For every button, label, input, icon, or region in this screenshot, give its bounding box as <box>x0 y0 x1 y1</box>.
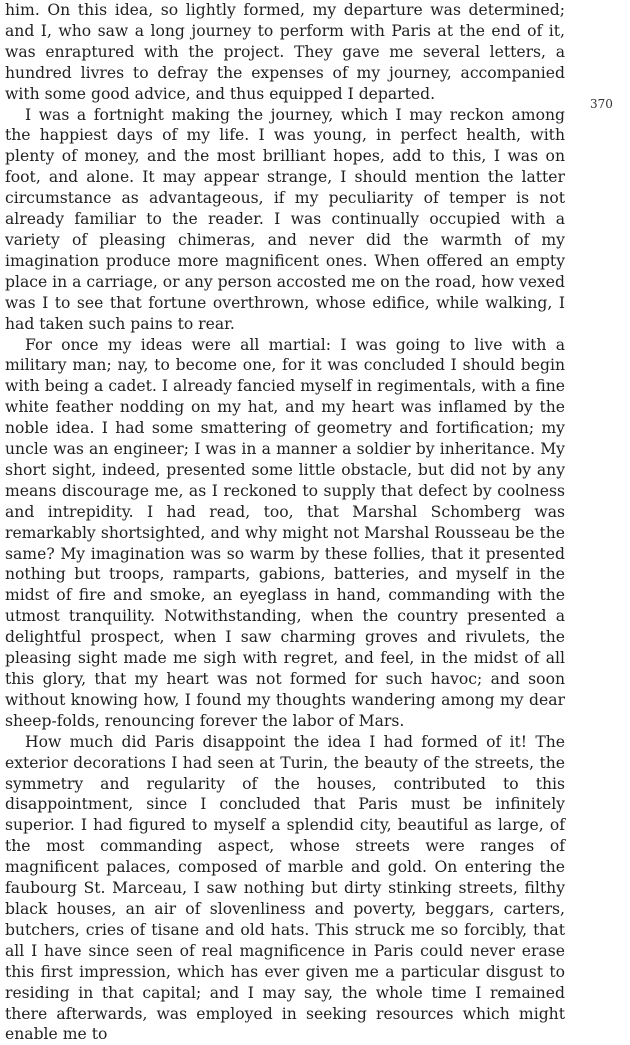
page-number: 370 <box>590 97 613 111</box>
paragraph-continuation: him. On this idea, so lightly formed, my departure was determined; and I, who saw a long journey to perform with Paris at the end of it, was enraptured with the project. They gave me several letters, a hundred livres to defray the expenses of my journey, accompanied with some good advice, and thus equipped I departed. <box>5 1 565 103</box>
paragraph-journey: I was a fortnight making the journey, which I may reckon among the happiest days of my life. I was young, in perfect health, with plenty of money, and the most brilliant hopes, add to this, I was on foot, and alone. It may appear strange, I should mention the latter circumstance as advantageous, if my peculiarity of temper is not already familiar to the reader. I was continually occupied with a variety of pleasing chimeras, and never did the warmth of my imagination produce more magnificent ones. When offered an empty place in a carriage, or any person accosted me on the road, how vexed was I to see that fortune overthrown, whose edifice, while walking, I had taken such pains to rear. <box>5 105 565 333</box>
document-page <box>5 0 565 1045</box>
paragraph-martial-ideas: For once my ideas were all martial: I was going to live with a military man; nay, to become one, for it was concluded I should begin with being a cadet. I already fancied myself in regimentals, with a fine white feather nodding on my hat, and my heart was inflamed by the noble idea. I had some smattering of geometry and fortification; my uncle was an engineer; I was in a manner a soldier by inheritance. My short sight, indeed, presented some little obstacle, but did not by any means discourage me, as I reckoned to supply that defect by coolness and intrepidity. I had read, too, that Marshal Schomberg was remarkably shortsighted, and why might not Marshal Rousseau be the same? My imagination was so warm by these follies, that it presented nothing but troops, ramparts, gabions, batteries, and myself in the midst of fire and smoke, an eyeglass in hand, commanding with the utmost tranquility. Notwithstanding, when the country presented a delightful prospect, when I saw charming groves and rivulets, the pleasing sight made me sigh with regret, and feel, in the midst of all this glory, that my heart was not formed for such havoc; and soon without knowing how, I found my thoughts wandering among my dear sheep-folds, renouncing forever the labor of Mars. <box>5 335 565 730</box>
paragraph-paris: How much did Paris disappoint the idea I had formed of it! The exterior decorations I had seen at Turin, the beauty of the streets, the symmetry and regularity of the houses, contributed to this disappointment, since I concluded that Paris must be infinitely superior. I had figured to myself a splendid city, beautiful as large, of the most commanding aspect, whose streets were ranges of magnificent palaces, composed of marble and gold. On entering the faubourg St. Marceau, I saw nothing but dirty stinking streets, filthy black houses, an air of slovenliness and poverty, beggars, carters, butchers, cries of tisane and old hats. This struck me so forcibly, that all I have since seen of real magnificence in Paris could never erase this first impression, which has ever given me a particular disgust to residing in that capital; and I may say, the whole time I remained there afterwards, was employed in seeking resources which might enable me to <box>5 732 565 1044</box>
